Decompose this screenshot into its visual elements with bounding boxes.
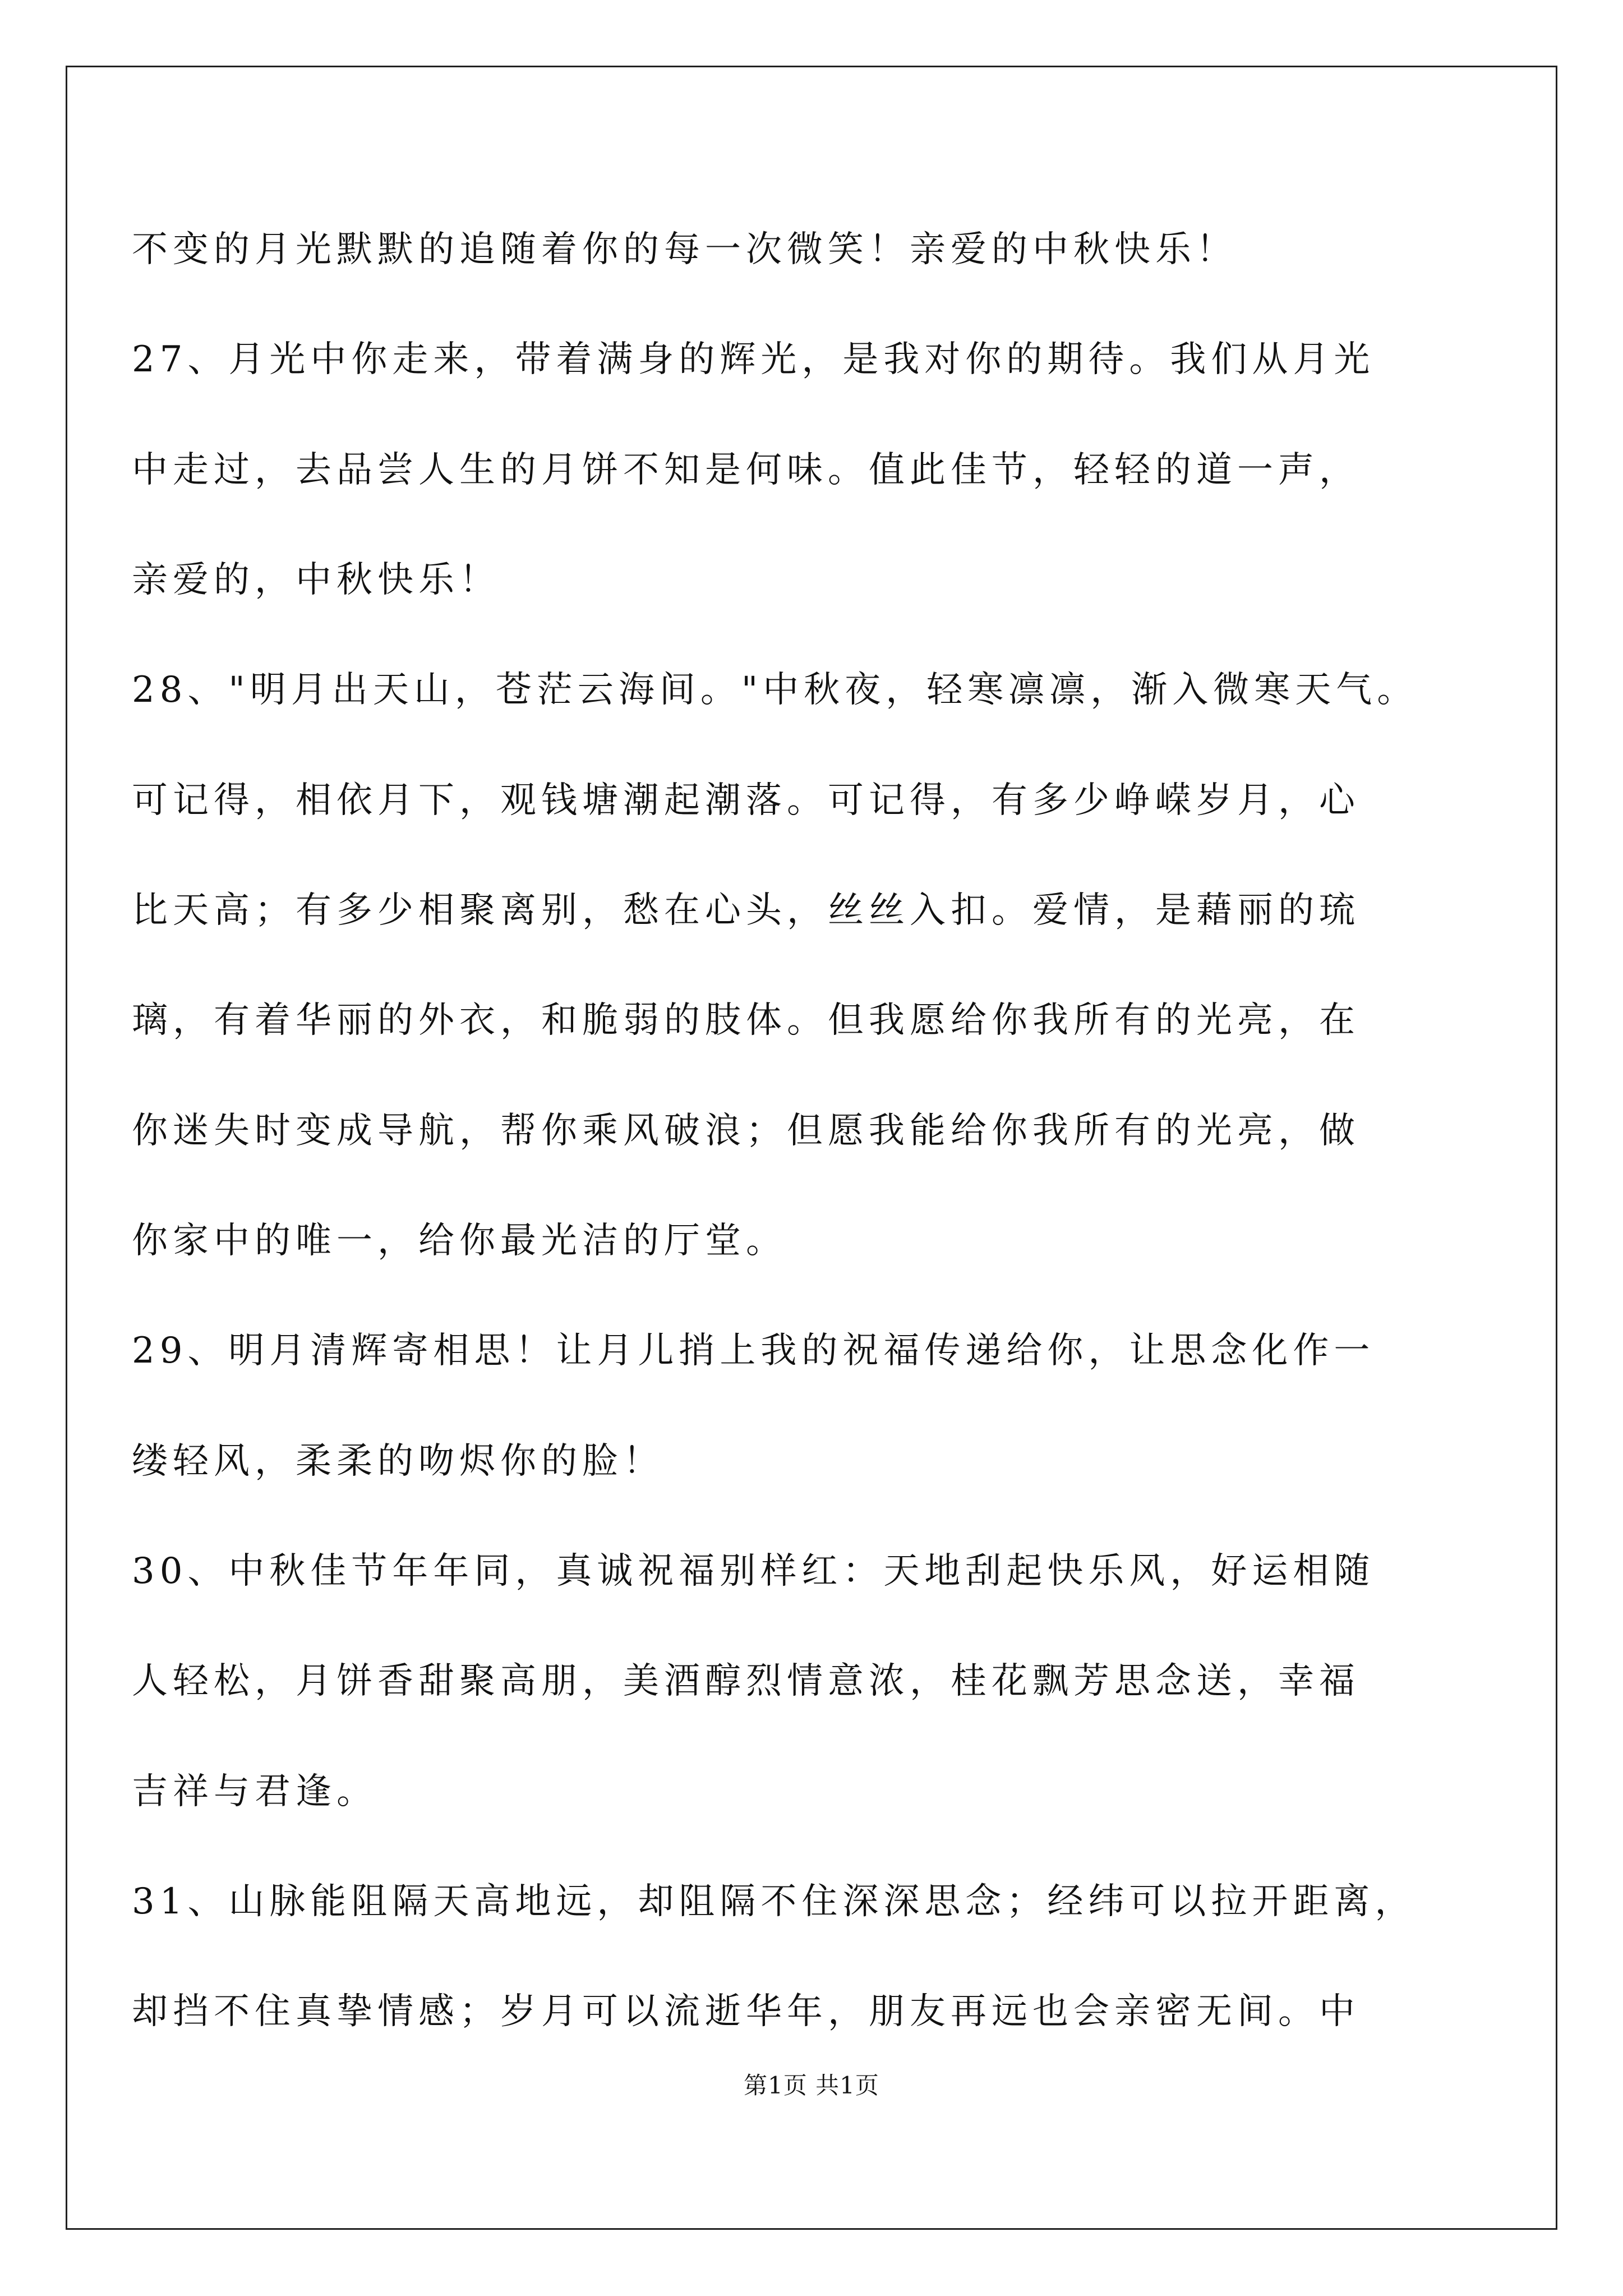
page-number-footer: 第1页 共1页 [744, 2072, 879, 2099]
text-line: 29、明月清辉寄相思！让月儿捎上我的祝福传递给你，让思念化作一 [132, 1330, 1375, 1372]
text-line: 你家中的唯一，给你最光洁的厅堂。 [132, 1220, 787, 1262]
text-line: 亲爱的，中秋快乐！ [132, 559, 500, 601]
text-line: 30、中秋佳节年年同，真诚祝福别样红：天地刮起快乐风，好运相随 [132, 1550, 1375, 1592]
text-line: 不变的月光默默的追随着你的每一次微笑！亲爱的中秋快乐！ [132, 229, 1237, 270]
text-line: 31、山脉能阻隔天高地远，却阻隔不住深深思念；经纬可以拉开距离， [132, 1881, 1416, 1922]
text-line: 比天高；有多少相聚离别，愁在心头，丝丝入扣。爱情，是藉丽的琉 [132, 890, 1360, 931]
text-line: 可记得，相依月下，观钱塘潮起潮落。可记得，有多少峥嵘岁月，心 [132, 780, 1360, 821]
text-line: 你迷失时变成导航，帮你乘风破浪；但愿我能给你我所有的光亮，做 [132, 1110, 1360, 1152]
text-line: 中走过，去品尝人生的月饼不知是何味。值此佳节，轻轻的道一声， [132, 449, 1360, 491]
text-line: 人轻松，月饼香甜聚高朋，美酒醇烈情意浓，桂花飘芳思念送，幸福 [132, 1660, 1360, 1702]
text-line: 27、月光中你走来，带着满身的辉光，是我对你的期待。我们从月光 [132, 339, 1375, 380]
text-line: 吉祥与君逢。 [132, 1771, 377, 1812]
text-line: 28、"明月出天山，苍茫云海间。"中秋夜，轻寒凛凛，渐入微寒天气。 [132, 669, 1418, 711]
text-line: 璃，有着华丽的外衣，和脆弱的肢体。但我愿给你我所有的光亮，在 [132, 1000, 1360, 1041]
text-line: 缕轻风，柔柔的吻烬你的脸！ [132, 1441, 664, 1482]
text-line: 却挡不住真挚情感；岁月可以流逝华年，朋友再远也会亲密无间。中 [132, 1991, 1360, 2032]
